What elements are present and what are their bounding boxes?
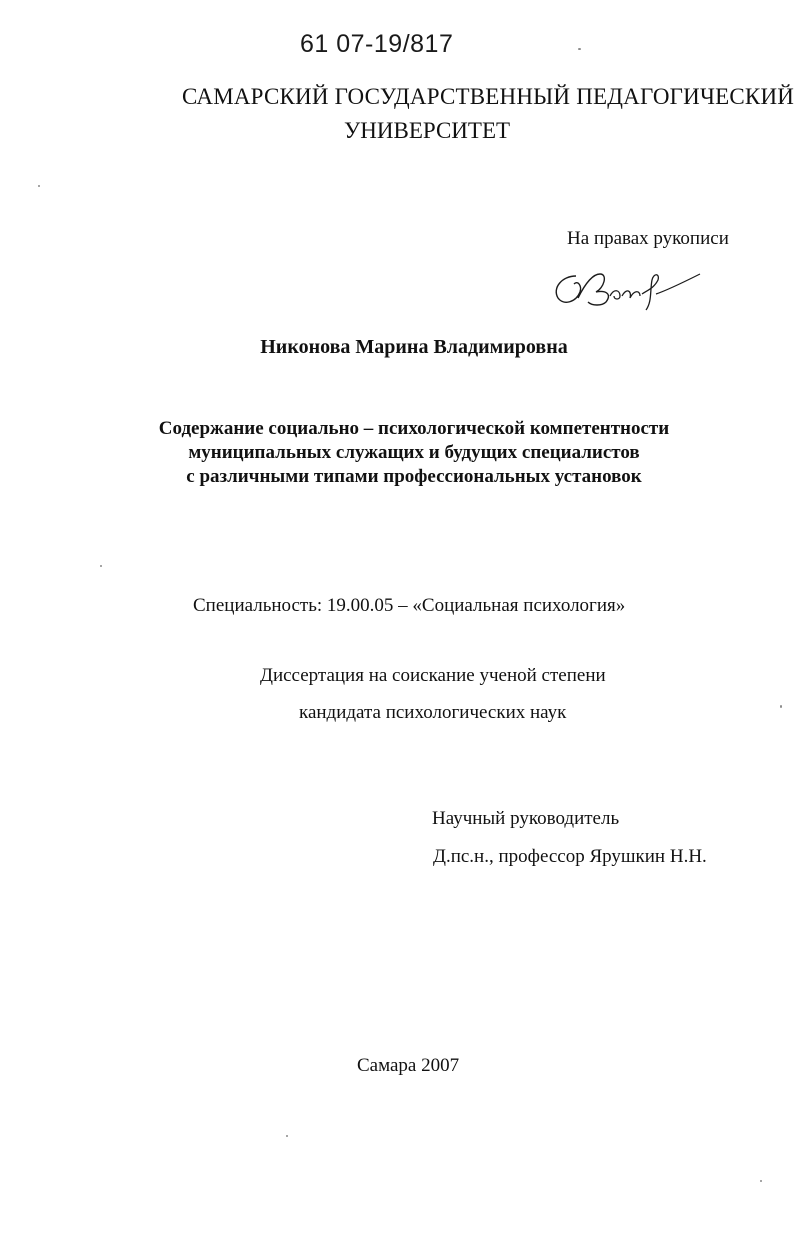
scan-speck [578,48,581,50]
dissertation-title-line2: муниципальных служащих и будущих специалистов [188,442,640,463]
archive-stamp-number: 61 07-19/817 [300,30,454,58]
dissertation-title-line3: с различными типами профессиональных установок [186,466,642,487]
supervisor-label: Научный руководитель [432,808,620,829]
manuscript-rights-note: На правах рукописи [567,228,729,249]
university-name-line2: УНИВЕРСИТЕТ [344,118,511,143]
dissertation-title-line1: Содержание социально – психологической компетентности [158,418,670,439]
specialty-line: Специальность: 19.00.05 – «Социальная психология» [193,595,626,616]
scan-speck [780,705,782,708]
degree-line1: Диссертация на соискание ученой степени [260,665,606,686]
supervisor-name: Д.пс.н., профессор Ярушкин Н.Н. [433,846,707,867]
scan-speck [286,1135,288,1137]
author-name: Никонова Марина Владимировна [260,336,568,358]
degree-line2: кандидата психологических наук [299,702,567,723]
scan-speck [100,565,102,567]
scan-speck [760,1180,762,1182]
university-name-line1: САМАРСКИЙ ГОСУДАРСТВЕННЫЙ ПЕДАГОГИЧЕСКИЙ [182,84,795,109]
author-signature [548,262,708,314]
city-year: Самара 2007 [357,1055,460,1076]
scan-speck [38,185,40,187]
